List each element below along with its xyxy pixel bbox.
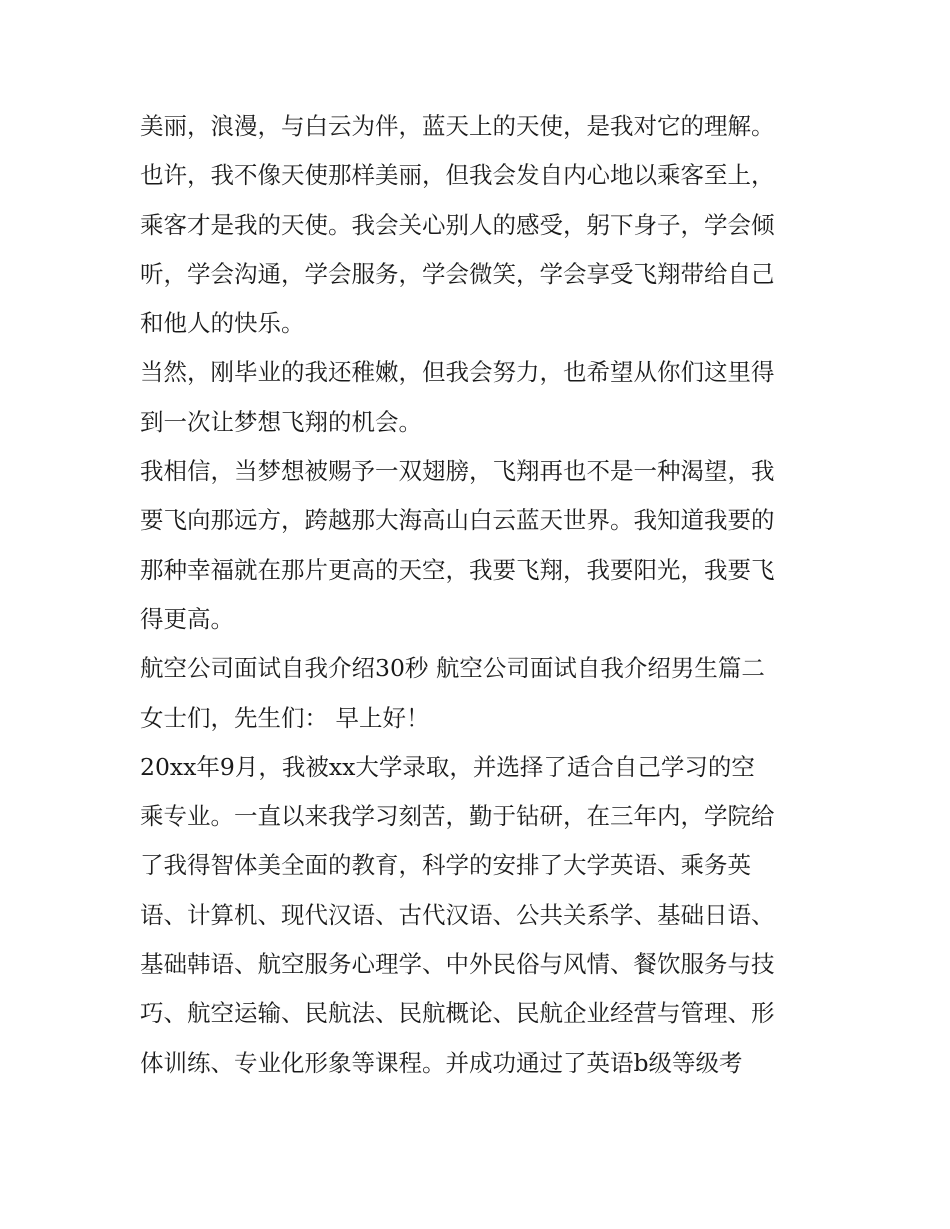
text-line: 美丽，浪漫，与白云为伴，蓝天上的天使，是我对它的理解。 [140, 112, 775, 140]
text-line: 巧、航空运输、民航法、民航概论、民航企业经营与管理、形 [140, 999, 775, 1028]
text-line: 乘客才是我的天使。我会关心别人的感受，躬下身子，学会倾 [140, 210, 775, 239]
greeting-line: 女士们，先生们： 早上好！ [140, 703, 430, 732]
text-line: 到一次让梦想飞翔的机会。 [140, 407, 422, 436]
text-line: 得更高。 [140, 604, 234, 633]
body-text [140, 102, 820, 1088]
text-line: 语、计算机、现代汉语、古代汉语、公共关系学、基础日语、 [140, 900, 775, 929]
text-line: 我相信，当梦想被赐予一双翅膀，飞翔再也不是一种渴望，我 [140, 457, 775, 486]
text-line: 听，学会沟通，学会服务，学会微笑，学会享受飞翔带给自己 [140, 259, 775, 288]
text-line: 乘专业。一直以来我学习刻苦，勤于钻研，在三年内，学院给 [140, 802, 775, 831]
text-line: 基础韩语、航空服务心理学、中外民俗与风情、餐饮服务与技 [140, 950, 775, 979]
text-line: 那种幸福就在那片更高的天空，我要飞翔，我要阳光，我要飞 [140, 555, 775, 584]
text-line: 也许，我不像天使那样美丽，但我会发自内心地以乘客至上， [140, 161, 775, 190]
text-line: 体训练、专业化形象等课程。并成功通过了英语b级等级考 [140, 1048, 743, 1077]
text-line: 20xx年9月，我被xx大学录取，并选择了适合自己学习的空 [140, 752, 755, 781]
text-line: 要飞向那远方，跨越那大海高山白云蓝天世界。我知道我要的 [140, 506, 775, 535]
text-line: 当然，刚毕业的我还稚嫩，但我会努力，也希望从你们这里得 [140, 358, 775, 387]
section-heading: 航空公司面试自我介绍30秒 航空公司面试自我介绍男生篇二 [140, 654, 765, 683]
text-line: 和他人的快乐。 [140, 309, 305, 338]
text-line: 了我得智体美全面的教育，科学的安排了大学英语、乘务英 [140, 851, 751, 880]
